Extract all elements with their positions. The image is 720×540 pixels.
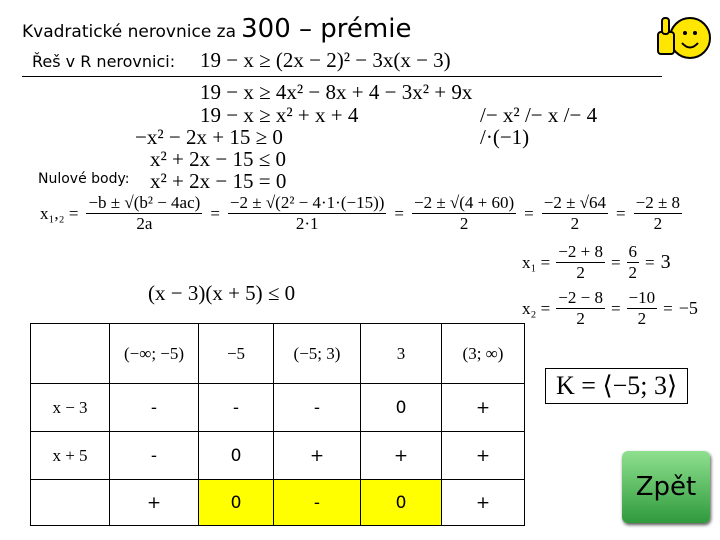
final-fraction <box>634 193 682 234</box>
table-cell-highlighted: - <box>274 480 361 526</box>
root-fraction <box>542 193 608 234</box>
back-button[interactable]: Zpět <box>622 451 710 523</box>
x1-denominator: 2 <box>576 263 585 282</box>
x1-lhs: x₁ = <box>522 252 551 272</box>
root-x1-row <box>522 242 671 283</box>
table-header-cell: (−5; 3) <box>274 324 361 384</box>
substitution-denominator: 2·1 <box>295 214 319 233</box>
title-part2: 300 – prémie <box>241 14 412 44</box>
quadratic-formula-row <box>40 193 682 234</box>
table-cell: - <box>199 384 274 432</box>
table-cell: + <box>274 432 361 480</box>
table-cell: - <box>110 384 199 432</box>
x1-value: 3 <box>660 251 671 273</box>
table-cell-highlighted: 0 <box>361 480 442 526</box>
equals-sign: = <box>394 203 404 223</box>
formula-numerator: −b ± √(b² − 4ac) <box>88 193 201 212</box>
table-header-cell: (3; ∞) <box>442 324 525 384</box>
step-equation: x² + 2x − 15 = 0 <box>150 169 287 193</box>
root-numerator: −2 ± √64 <box>543 193 607 212</box>
root-x2-row <box>522 288 698 329</box>
formula-lhs: x₁,₂ = <box>40 203 79 223</box>
x2-numerator-2: −10 <box>628 288 656 307</box>
equals-sign: = <box>524 203 534 223</box>
equals-sign: = <box>645 252 655 272</box>
equals-sign: = <box>610 298 621 318</box>
x2-fraction <box>556 288 605 329</box>
step-simplified: 19 − x ≥ x² + x + 4 <box>200 103 359 127</box>
sign-table <box>30 323 525 526</box>
table-header-cell: 3 <box>361 324 442 384</box>
step-inequality: x² + 2x − 15 ≤ 0 <box>150 147 287 171</box>
step-operations-1: /− x² /− x /− 4 <box>480 103 598 127</box>
table-row <box>31 480 525 526</box>
step-rearranged: −x² − 2x + 15 ≥ 0 <box>135 125 283 149</box>
substitution-numerator: −2 ± √(2² − 4·1·(−15)) <box>229 193 385 212</box>
table-row <box>31 384 525 432</box>
x1-fraction-2 <box>627 242 640 283</box>
x2-denominator-2: 2 <box>637 309 647 328</box>
table-cell: - <box>110 432 199 480</box>
equals-sign: = <box>616 203 626 223</box>
formula-fraction <box>86 193 202 234</box>
equals-sign: = <box>210 203 220 223</box>
inequality-original: 19 − x ≥ (2x − 2)² − 3x(x − 3) <box>200 48 451 72</box>
table-cell: - <box>274 384 361 432</box>
table-header-row <box>31 324 525 384</box>
table-header-cell <box>31 324 110 384</box>
table-cell: 0 <box>199 432 274 480</box>
result-box: K = ⟨−5; 3⟩ <box>545 368 688 404</box>
page-title <box>22 14 411 44</box>
table-cell: + <box>361 432 442 480</box>
x2-value: −5 <box>678 298 698 318</box>
x2-denominator: 2 <box>576 309 585 328</box>
x1-numerator: −2 + 8 <box>558 242 603 261</box>
table-cell: + <box>442 384 525 432</box>
table-row <box>31 432 525 480</box>
x1-numerator-2: 6 <box>628 242 638 261</box>
factored-inequality: (x − 3)(x + 5) ≤ 0 <box>148 281 296 305</box>
sum-fraction <box>412 193 516 234</box>
row-label: x + 5 <box>31 432 110 480</box>
substitution-fraction <box>228 193 387 234</box>
x2-lhs: x₂ = <box>522 298 551 318</box>
final-numerator: −2 ± 8 <box>635 193 681 212</box>
table-cell: + <box>442 480 525 526</box>
equals-sign: = <box>663 298 673 318</box>
title-part1: Kvadratické nerovnice za <box>22 22 237 42</box>
table-cell: + <box>110 480 199 526</box>
row-label <box>31 480 110 526</box>
x1-fraction <box>556 242 605 283</box>
sum-denominator: 2 <box>459 214 469 233</box>
step-operations-2: /·(−1) <box>480 125 530 149</box>
x1-denominator-2: 2 <box>628 263 638 282</box>
table-header-cell: −5 <box>199 324 274 384</box>
step-expanded: 19 − x ≥ 4x² − 8x + 4 − 3x² + 9x <box>200 80 473 104</box>
table-cell: + <box>442 432 525 480</box>
subtitle: Řeš v R nerovnici: <box>32 52 176 71</box>
row-label: x − 3 <box>31 384 110 432</box>
table-header-cell: (−∞; −5) <box>110 324 199 384</box>
divider <box>22 76 662 77</box>
root-denominator: 2 <box>570 214 580 233</box>
final-denominator: 2 <box>653 214 663 233</box>
roots-label: Nulové body: <box>38 171 130 187</box>
x2-fraction-2 <box>627 288 658 329</box>
equals-sign: = <box>610 252 621 272</box>
x2-numerator: −2 − 8 <box>558 288 603 307</box>
sum-numerator: −2 ± √(4 + 60) <box>414 193 515 212</box>
table-cell-highlighted: 0 <box>199 480 274 526</box>
thumbs-up-smiley-icon <box>652 8 712 68</box>
table-cell: 0 <box>361 384 442 432</box>
formula-denominator: 2a <box>136 214 153 233</box>
